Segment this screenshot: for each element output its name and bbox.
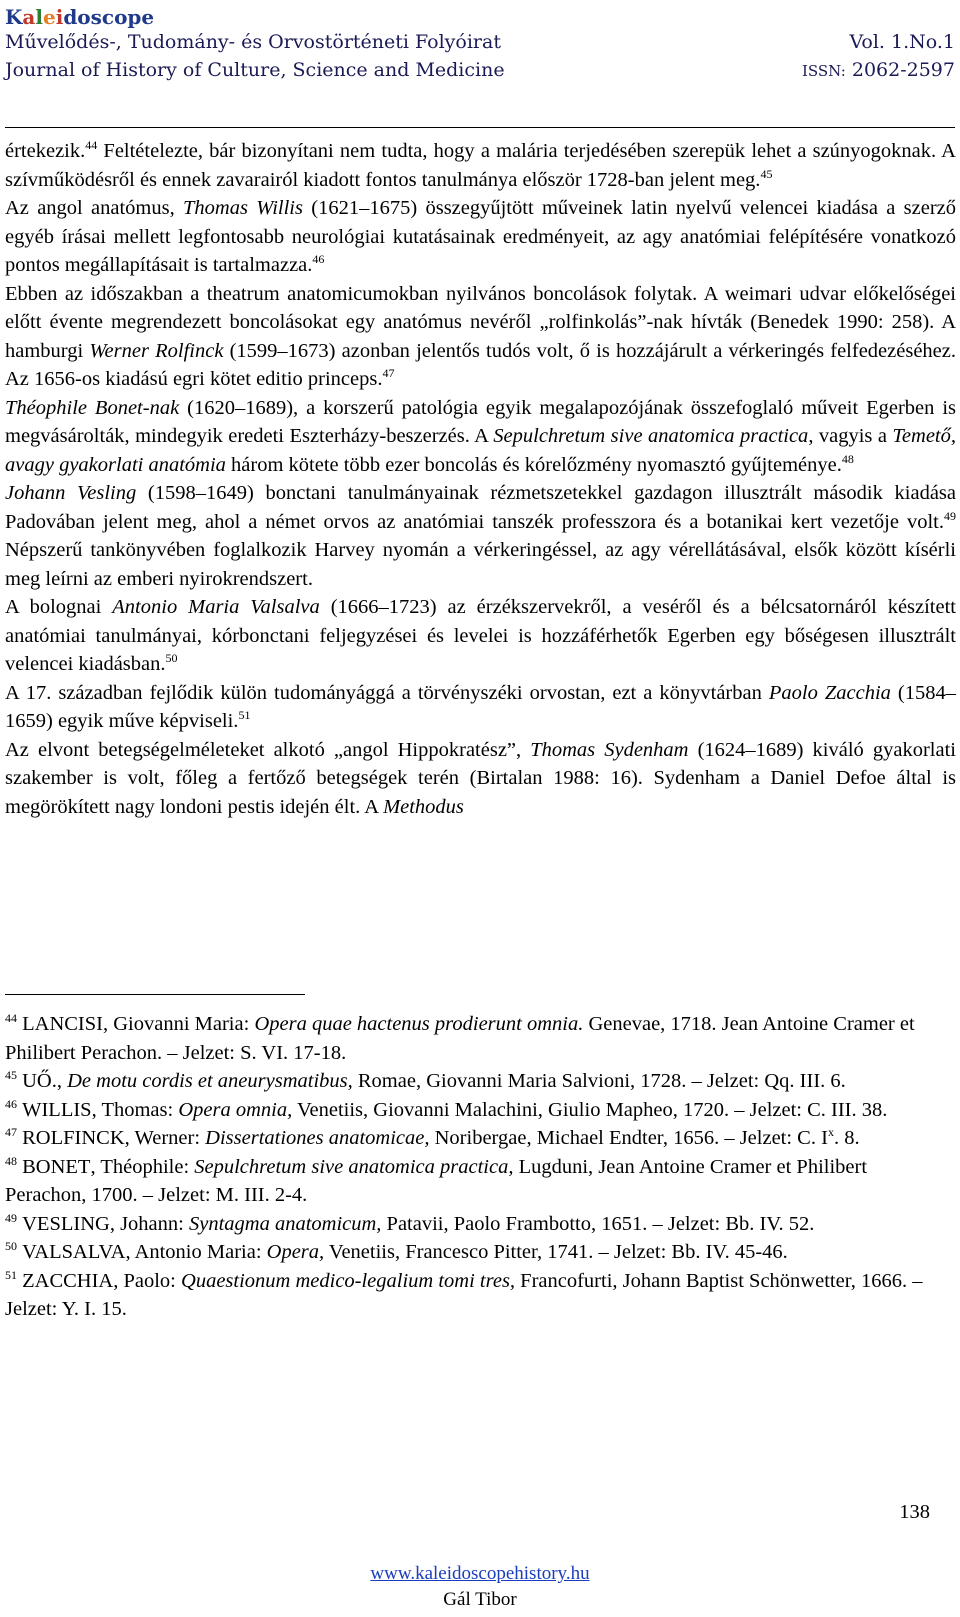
issn: ISSN: 2062-2597 <box>801 59 955 81</box>
website-link[interactable]: www.kaleidoscopehistory.hu <box>370 1563 590 1584</box>
footnote: $^{47}$ ROLFINCK, Werner: Dissertationes anatomicae, Noribergae, Michael Endter, 1656. – Jelzet: C. $I^x$. 8. <box>5 1125 860 1149</box>
footnote-separator <box>5 994 305 995</box>
footnote: $^{51}$ ZACCHIA, Paolo: Quaestionum medico-legalium tomi tres, Francofurti, Johann Baptist Schönwetter, 1666. – Jelzet: Y. I. 15. <box>5 1267 923 1320</box>
journal-header <box>5 6 955 85</box>
paragraph: Théophile Bonet-nak (1620–1689), a korszerű patológia egyik megalapozójának összefoglaló műveit Egerben is megvásárolták, mindegyik eredeti Eszterházy-beszerzés. A Sepulchretum sive anatomica practica, vagyis a Temető, avagy gyakorlati anatómia három kötete több ezer boncolás és kórelőzmény nyomasztó gyűjteménye.$^{48}$ <box>5 396 957 476</box>
volume-label: Vol. 1.No.1 <box>849 31 955 53</box>
journal-title-hu: Művelődés-, Tudomány- és Orvostörténeti Folyóirat <box>5 31 501 53</box>
footnote: $^{44}$ LANCISI, Giovanni Maria: Opera quae hactenus prodierunt omnia. Genevae, 1718. Jean Antoine Cramer et Philibert Perachon. – Jelzet: S. VI. 17-18. <box>5 1011 915 1064</box>
footnote: $^{46}$ WILLIS, Thomas: Opera omnia, Venetiis, Giovanni Malachini, Giulio Mapheo, 1720. – Jelzet: C. III. 38. <box>5 1096 888 1121</box>
page-number: 138 <box>899 1501 930 1523</box>
journal-logo: Kaleidoscope <box>5 5 155 29</box>
paragraph: Ebben az időszakban a theatrum anatomicumokban nyilvános boncolások folytak. A weimari udvar előkelőségei előtt évente megrendezett boncolásokat egy anatómus nevéről „rolfinkolás”-nak hívták (Benedek 1990: 258). A hamburgi Werner Rolfinck (1599–1673) azonban jelentős tudós volt, ő is hozzájárult a vérkeringés felfedezéséhez. Az 1656-os kiadású egri kötet editio princeps.$^{47}$ <box>5 282 956 390</box>
paragraph: Johann Vesling (1598–1649) bonctani tanulmányainak rézmetszetekkel gazdagon illusztrált második kiadása Padovában jelent meg, ahol a német orvos az anatómiai tanszék professzora és a botanikai kert vezetője volt.$^{49}$ Népszerű tankönyvében foglalkozik Harvey nyomán a vérkeringéssel, az agy vérellátásával, elsők között kísérli meg leírni az emberi nyirokrendszert. <box>5 482 956 590</box>
footnote: $^{48}$ BONET, Théophile: Sepulchretum sive anatomica practica, Lugduni, Jean Antoine Cramer et Philibert Perachon, 1700. – Jelzet: M. III. 2-4. <box>5 1153 868 1206</box>
paragraph: Az elvont betegségelméleteket alkotó „angol Hippokratész”, Thomas Sydenham (1624–1689) kiváló gyakorlati szakember is volt, főleg a fertőző betegségek terén (Birtalan 1988: 16). Sydenham a Daniel Defoe által is megörökített nagy londoni pestis idején élt. A Methodus <box>5 738 956 818</box>
author-name: Gál Tibor <box>443 1589 517 1610</box>
journal-title-en: Journal of History of Culture, Science and Medicine <box>5 59 505 81</box>
footnote: $^{49}$ VESLING, Johann: Syntagma anatomicum, Patavii, Paolo Frambotto, 1651. – Jelzet: Bb. IV. 52. <box>5 1210 815 1235</box>
paragraph: értekezik.$^{44}$ Feltételezte, bár bizonyítani nem tudta, hogy a malária terjedésében szerepük lehet a szúnyogoknak. A szívműködésről és ennek zavarairól kiadott fontos tanulmánya először 1728-ban jelent meg.$^{45}$ <box>5 138 956 191</box>
header-divider <box>5 127 955 128</box>
body-text <box>5 137 956 821</box>
footnote: $^{45}$ UŐ., De motu cordis et aneurysmatibus, Romae, Giovanni Maria Salvioni, 1728. – Jelzet: Qq. III. 6. <box>5 1068 846 1092</box>
paragraph: A 17. században fejlődik külön tudományággá a törvényszéki orvostan, ezt a könyvtárban Paolo Zacchia (1584–1659) egyik műve képviseli.$^{51}$ <box>5 681 956 732</box>
paragraph: Az angol anatómus, Thomas Willis (1621–1675) összegyűjtött műveinek latin nyelvű velencei kiadása a szerző egyéb írásai mellett legfontosabb neurológiai kutatásainak eredményeit, az agy anatómiai felépítésére vonatkozó pontos megállapításait is tartalmazza.$^{46}$ <box>5 197 956 276</box>
paragraph: A bolognai Antonio Maria Valsalva (1666–1723) az érzékszervekről, a veséről és a bélcsatornáról készített anatómiai tanulmányai, kórbonctani feljegyzései és levelei is hozzáférhetők Egerben egy bőségesen illusztrált velencei kiadásban.$^{50}$ <box>5 596 956 675</box>
footnotes <box>5 1010 950 1324</box>
footnote: $^{50}$ VALSALVA, Antonio Maria: Opera, Venetiis, Francesco Pitter, 1741. – Jelzet: Bb. IV. 45-46. <box>5 1239 788 1263</box>
